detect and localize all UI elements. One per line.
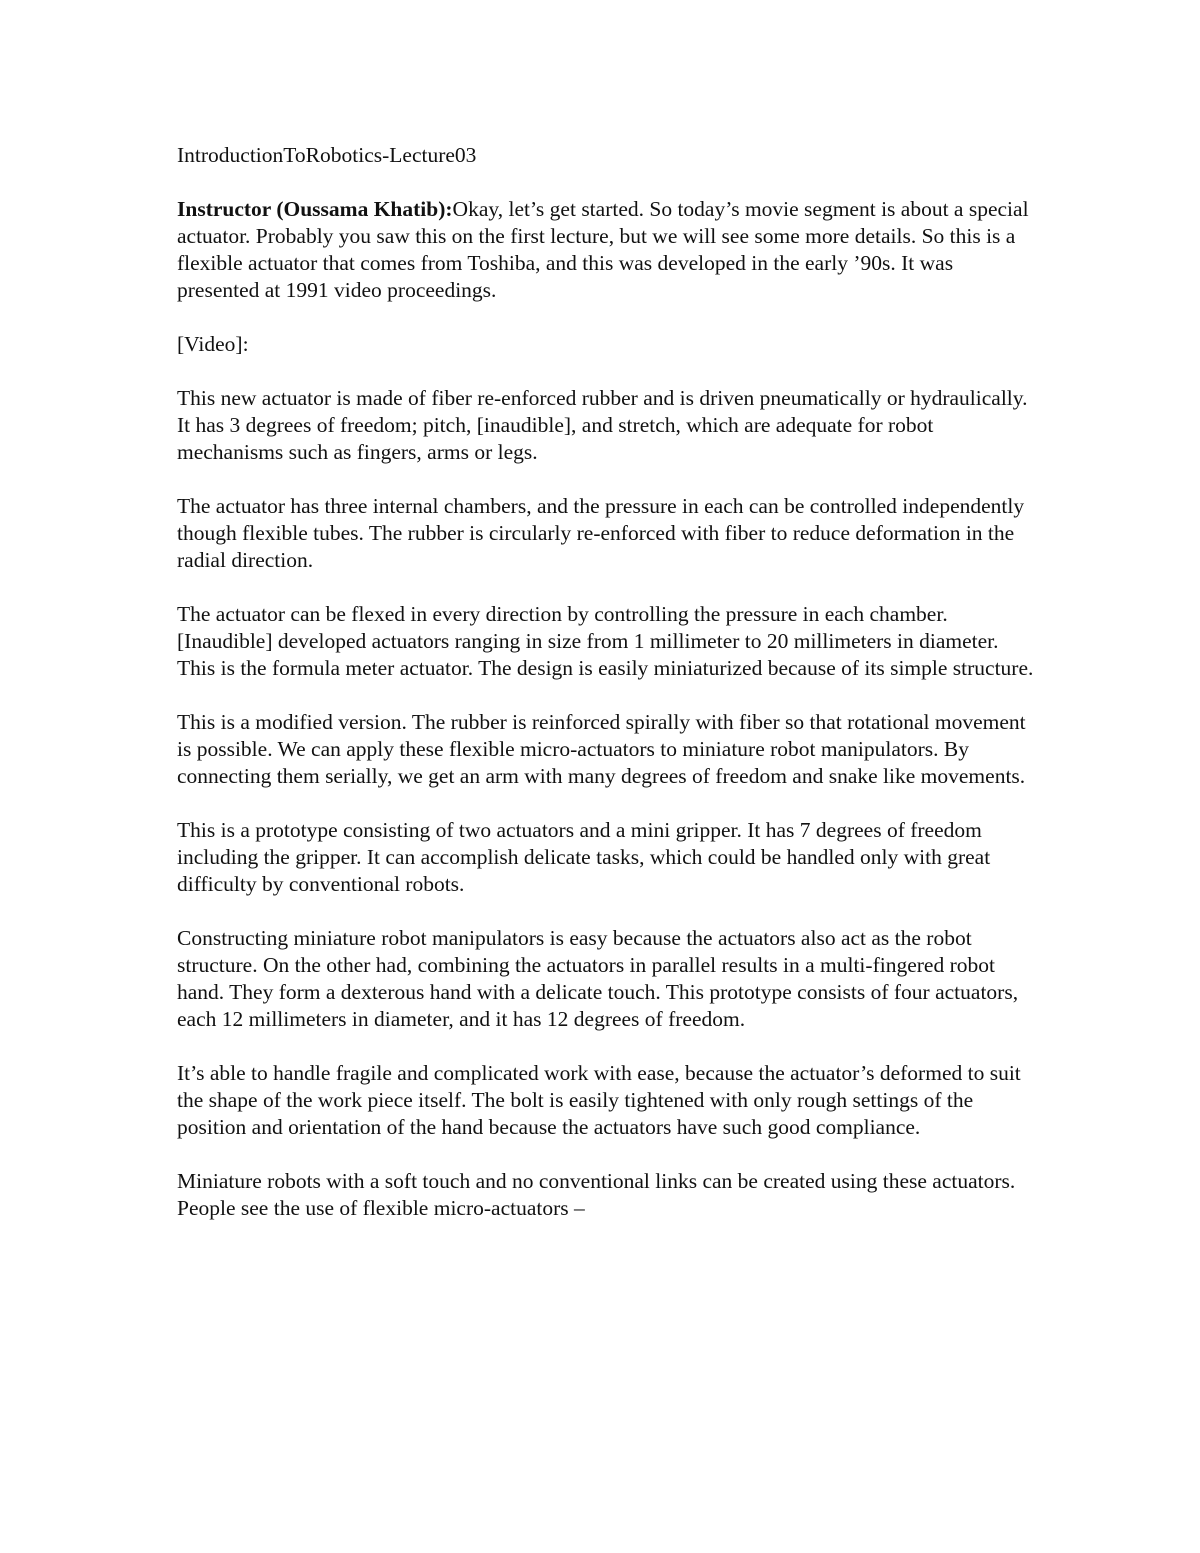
document-body	[177, 142, 1037, 1249]
paragraph: Constructing miniature robot manipulators is easy because the actuators also act as the robot structure. On the other had, combining the actuators in parallel results in a multi-fingered robot hand. They form a dexterous hand with a delicate touch. This prototype consists of four actuators, each 12 millimeters in diameter, and it has 12 degrees of freedom.	[177, 926, 1019, 1031]
document-title: IntroductionToRobotics-Lecture03	[177, 143, 477, 167]
paragraph: This is a modified version. The rubber is reinforced spirally with fiber so that rotational movement is possible. We can apply these flexible micro-actuators to miniature robot manipulators. By connecting them serially, we get an arm with many degrees of freedom and snake like movements.	[177, 710, 1026, 788]
video-label: [Video]:	[177, 332, 249, 356]
paragraph: This is a prototype consisting of two actuators and a mini gripper. It has 7 degrees of freedom including the gripper. It can accomplish delicate tasks, which could be handled only with great difficulty by conventional robots.	[177, 818, 991, 896]
paragraph: This new actuator is made of fiber re-enforced rubber and is driven pneumatically or hydraulically. It has 3 degrees of freedom; pitch, [inaudible], and stretch, which are adequate for robot mechanisms such as fingers, arms or legs.	[177, 386, 1028, 464]
speaker-label: Instructor (Oussama Khatib):	[177, 197, 453, 221]
intro-text: Okay, let’s get started. So today’s movie segment is about a special actuator. Probably you saw this on the first lecture, but we will see some more details. So this is a flexible actuator that comes from Toshiba, and this was developed in the early ’90s. It was presented at 1991 video proceedings.	[177, 197, 1029, 302]
paragraph: It’s able to handle fragile and complicated work with ease, because the actuator’s deformed to suit the shape of the work piece itself. The bolt is easily tightened with only rough settings of the position and orientation of the hand because the actuators have such good compliance.	[177, 1061, 1021, 1139]
paragraph: Miniature robots with a soft touch and no conventional links can be created using these actuators. People see the use of flexible micro-actuators –	[177, 1169, 1016, 1220]
intro-paragraph	[177, 196, 1037, 304]
paragraph: The actuator has three internal chambers, and the pressure in each can be controlled independently though flexible tubes. The rubber is circularly re-enforced with fiber to reduce deformation in the radial direction.	[177, 494, 1025, 572]
paragraph: The actuator can be flexed in every direction by controlling the pressure in each chamber. [Inaudible] developed actuators ranging in size from 1 millimeter to 20 millimeters in diameter. This is the formula meter actuator. The design is easily miniaturized because of its simple structure.	[177, 602, 1034, 680]
